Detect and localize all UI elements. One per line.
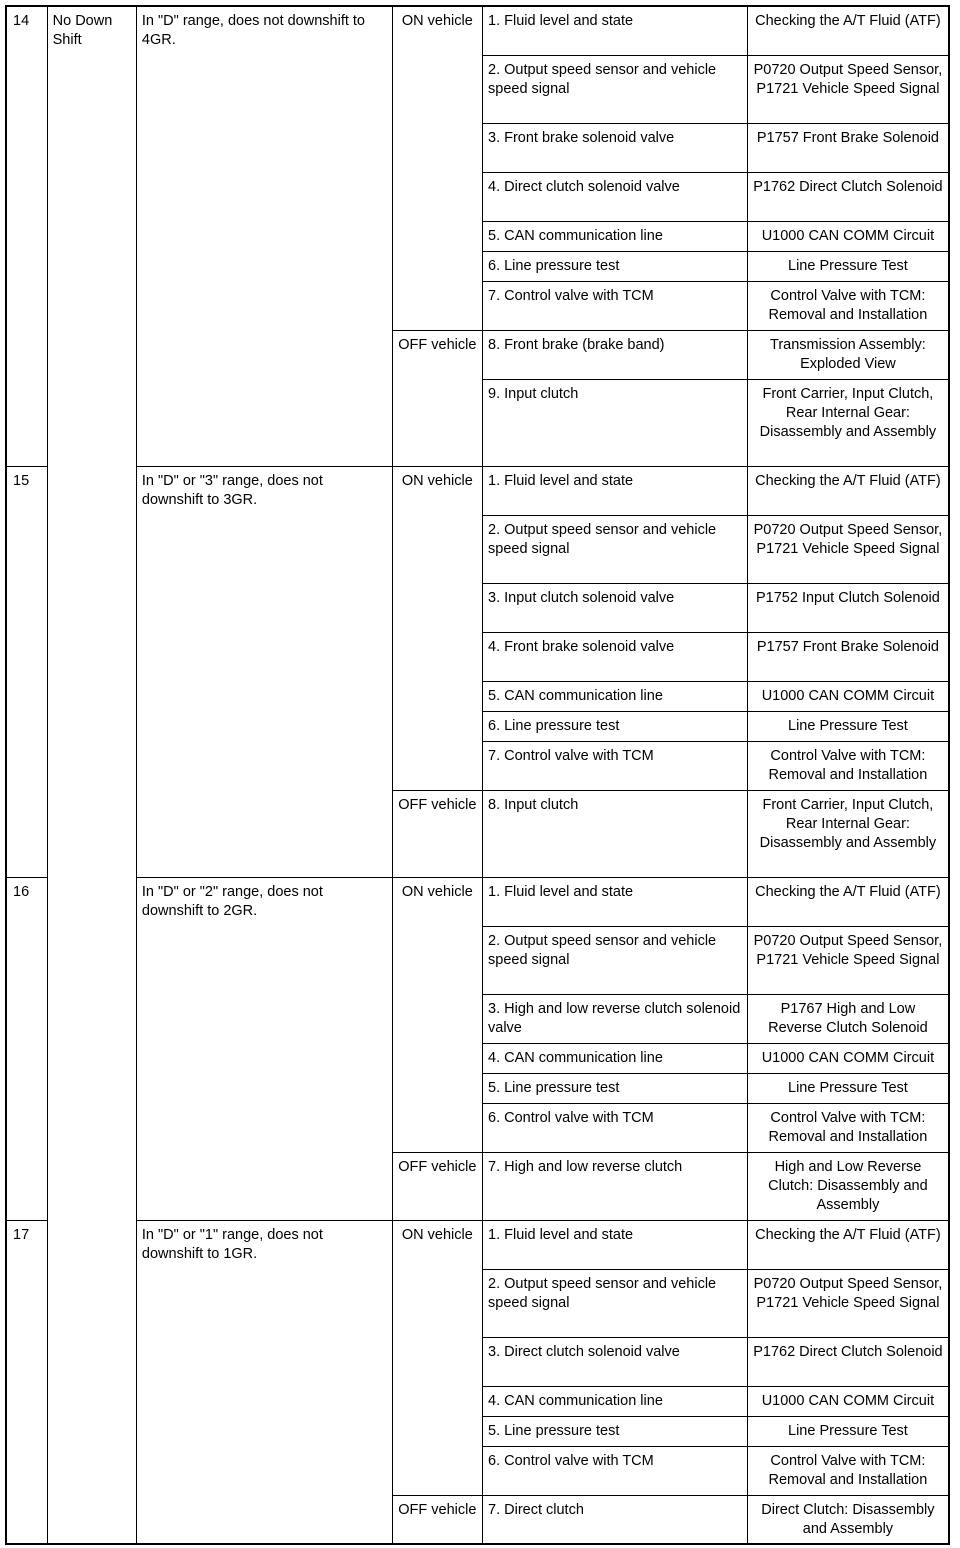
reference-link[interactable]: P0720 Output Speed Sensor, P1721 Vehicle Speed Signal [747,1269,949,1337]
table-row [6,6,949,55]
check-item: 6. Line pressure test [483,251,748,281]
check-item: 6. Control valve with TCM [483,1446,748,1495]
reference-link[interactable]: U1000 CAN COMM Circuit [747,681,949,711]
reference-link[interactable]: P1762 Direct Clutch Solenoid [747,172,949,221]
reference-link[interactable]: Front Carrier, Input Clutch, Rear Internal Gear: Disassembly and Assembly [747,790,949,877]
condition-label: ON vehicle [392,1220,482,1495]
reference-link[interactable]: Checking the A/T Fluid (ATF) [747,1220,949,1269]
check-item: 9. Input clutch [483,379,748,466]
check-item: 2. Output speed sensor and vehicle speed signal [483,55,748,123]
condition-label: OFF vehicle [392,790,482,877]
group-description: In "D" or "3" range, does not downshift to 3GR. [136,466,392,877]
check-item: 7. Control valve with TCM [483,741,748,790]
reference-link[interactable]: Checking the A/T Fluid (ATF) [747,877,949,926]
group-number: 17 [6,1220,47,1544]
check-item: 3. High and low reverse clutch solenoid valve [483,994,748,1043]
check-item: 3. Direct clutch solenoid valve [483,1337,748,1386]
reference-link[interactable]: Checking the A/T Fluid (ATF) [747,466,949,515]
condition-label: OFF vehicle [392,1152,482,1220]
check-item: 1. Fluid level and state [483,1220,748,1269]
reference-link[interactable]: Line Pressure Test [747,1073,949,1103]
check-item: 1. Fluid level and state [483,6,748,55]
table-row [6,466,949,515]
check-item: 5. Line pressure test [483,1073,748,1103]
group-number: 14 [6,6,47,466]
check-item: 2. Output speed sensor and vehicle speed signal [483,1269,748,1337]
group-number: 15 [6,466,47,877]
condition-label: ON vehicle [392,466,482,790]
check-item: 1. Fluid level and state [483,877,748,926]
check-item: 5. Line pressure test [483,1416,748,1446]
reference-link[interactable]: Front Carrier, Input Clutch, Rear Internal Gear: Disassembly and Assembly [747,379,949,466]
reference-link[interactable]: Control Valve with TCM: Removal and Installation [747,281,949,330]
symptom-cell: No Down Shift [47,6,136,1544]
check-item: 8. Input clutch [483,790,748,877]
check-item: 5. CAN communication line [483,221,748,251]
reference-link[interactable]: P0720 Output Speed Sensor, P1721 Vehicle Speed Signal [747,926,949,994]
reference-link[interactable]: Transmission Assembly: Exploded View [747,330,949,379]
reference-link[interactable]: P1757 Front Brake Solenoid [747,632,949,681]
reference-link[interactable]: U1000 CAN COMM Circuit [747,1043,949,1073]
reference-link[interactable]: U1000 CAN COMM Circuit [747,1386,949,1416]
reference-link[interactable]: Direct Clutch: Disassembly and Assembly [747,1495,949,1544]
check-item: 4. Direct clutch solenoid valve [483,172,748,221]
check-item: 6. Line pressure test [483,711,748,741]
check-item: 1. Fluid level and state [483,466,748,515]
check-item: 4. CAN communication line [483,1043,748,1073]
check-item: 7. High and low reverse clutch [483,1152,748,1220]
reference-link[interactable]: P0720 Output Speed Sensor, P1721 Vehicle Speed Signal [747,55,949,123]
table-row [6,877,949,926]
reference-link[interactable]: P1752 Input Clutch Solenoid [747,583,949,632]
check-item: 8. Front brake (brake band) [483,330,748,379]
condition-label: OFF vehicle [392,1495,482,1544]
reference-link[interactable]: Line Pressure Test [747,1416,949,1446]
table-row [6,1220,949,1269]
reference-link[interactable]: P0720 Output Speed Sensor, P1721 Vehicle Speed Signal [747,515,949,583]
check-item: 3. Input clutch solenoid valve [483,583,748,632]
group-number: 16 [6,877,47,1220]
diagnosis-table [5,5,950,1545]
check-item: 4. Front brake solenoid valve [483,632,748,681]
condition-label: ON vehicle [392,877,482,1152]
condition-label: OFF vehicle [392,330,482,466]
reference-link[interactable]: High and Low Reverse Clutch: Disassembly and Assembly [747,1152,949,1220]
check-item: 4. CAN communication line [483,1386,748,1416]
reference-link[interactable]: P1762 Direct Clutch Solenoid [747,1337,949,1386]
group-description: In "D" range, does not downshift to 4GR. [136,6,392,466]
check-item: 3. Front brake solenoid valve [483,123,748,172]
condition-label: ON vehicle [392,6,482,330]
reference-link[interactable]: Control Valve with TCM: Removal and Installation [747,1103,949,1152]
check-item: 5. CAN communication line [483,681,748,711]
reference-link[interactable]: Control Valve with TCM: Removal and Installation [747,1446,949,1495]
check-item: 7. Direct clutch [483,1495,748,1544]
group-description: In "D" or "1" range, does not downshift to 1GR. [136,1220,392,1544]
reference-link[interactable]: Control Valve with TCM: Removal and Installation [747,741,949,790]
check-item: 2. Output speed sensor and vehicle speed signal [483,515,748,583]
reference-link[interactable]: P1767 High and Low Reverse Clutch Solenoid [747,994,949,1043]
group-description: In "D" or "2" range, does not downshift to 2GR. [136,877,392,1220]
reference-link[interactable]: Line Pressure Test [747,251,949,281]
reference-link[interactable]: Checking the A/T Fluid (ATF) [747,6,949,55]
reference-link[interactable]: P1757 Front Brake Solenoid [747,123,949,172]
reference-link[interactable]: Line Pressure Test [747,711,949,741]
check-item: 6. Control valve with TCM [483,1103,748,1152]
check-item: 2. Output speed sensor and vehicle speed signal [483,926,748,994]
reference-link[interactable]: U1000 CAN COMM Circuit [747,221,949,251]
check-item: 7. Control valve with TCM [483,281,748,330]
